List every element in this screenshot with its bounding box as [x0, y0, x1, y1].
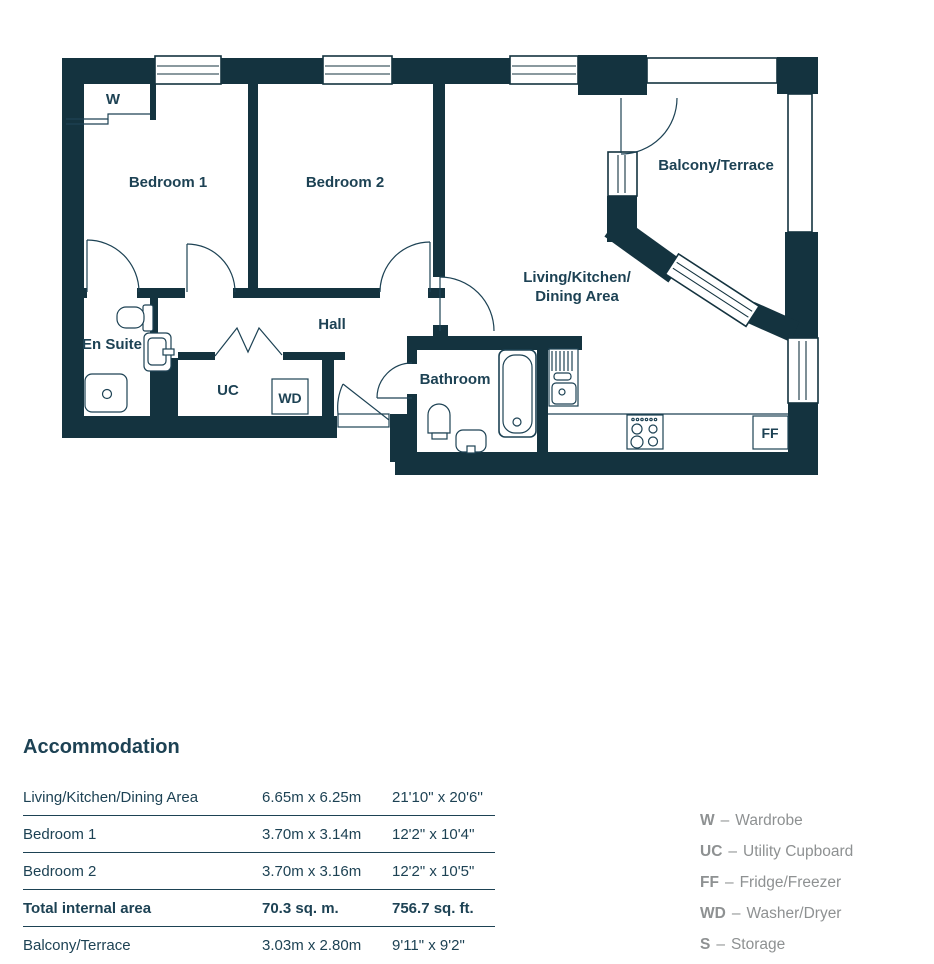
- kitchen-sink-icon: [549, 349, 578, 406]
- door-bedroom2-icon: [380, 242, 430, 292]
- label-utility-cupboard: UC: [217, 382, 239, 399]
- legend-abbr: S: [700, 935, 711, 953]
- abbreviation-legend: [700, 805, 853, 960]
- balcony-door-glazing-icon: [608, 152, 637, 196]
- table-row-total: [23, 890, 495, 927]
- label-washer-dryer: WD: [278, 390, 302, 406]
- legend-abbr: UC: [700, 842, 723, 860]
- hob-icon: [627, 415, 663, 449]
- label-bedroom2: Bedroom 2: [305, 174, 385, 191]
- legend-abbr: FF: [700, 873, 719, 891]
- legend-name: Utility Cupboard: [743, 842, 854, 860]
- legend-item: [700, 929, 853, 960]
- label-living-line1: Living/Kitchen/: [523, 269, 631, 286]
- legend-abbr: W: [700, 811, 715, 829]
- label-balcony: Balcony/Terrace: [658, 157, 774, 174]
- metric-size: 3.03m x 2.80m: [262, 936, 362, 954]
- metric-size: 6.65m x 6.25m: [262, 788, 362, 806]
- door-entrance-icon: [338, 384, 389, 427]
- legend-name: Fridge/Freezer: [739, 873, 842, 891]
- bathroom-toilet-icon: [428, 404, 450, 439]
- metric-size: 70.3 sq. m.: [262, 899, 339, 917]
- accommodation-title: Accommodation: [23, 736, 180, 758]
- room-name: Living/Kitchen/Dining Area: [23, 788, 199, 806]
- window-bedroom1-icon: [155, 56, 221, 84]
- legend-name: Wardrobe: [735, 811, 803, 829]
- legend-dash: –: [731, 904, 741, 922]
- door-bedroom1-icon: [187, 244, 235, 292]
- shower-tray-icon: [85, 374, 127, 412]
- legend-item: [700, 805, 853, 836]
- imperial-size: 21'10" x 20'6'': [392, 788, 484, 806]
- imperial-size: 756.7 sq. ft.: [392, 899, 474, 917]
- door-ensuite-icon: [87, 240, 139, 292]
- legend-item: [700, 836, 853, 867]
- door-bathroom-icon: [377, 363, 412, 398]
- label-ensuite: En Suite: [81, 336, 143, 353]
- door-living-icon: [440, 277, 494, 331]
- imperial-size: 12'2" x 10'5": [392, 862, 475, 880]
- window-bedroom2-icon: [323, 56, 392, 84]
- door-balcony-icon: [621, 98, 677, 154]
- accommodation-table: [23, 736, 495, 963]
- label-living-line2: Dining Area: [535, 288, 619, 305]
- label-hall: Hall: [318, 316, 346, 333]
- door-utility-folding-icon: [215, 328, 282, 356]
- legend-name: Washer/Dryer: [746, 904, 842, 922]
- balcony-railing-right-icon: [788, 94, 812, 232]
- ensuite-toilet-icon: [117, 305, 153, 331]
- window-living-icon: [510, 56, 578, 84]
- metric-size: 3.70m x 3.14m: [262, 825, 362, 843]
- label-bedroom1: Bedroom 1: [128, 174, 208, 191]
- legend-abbr: WD: [700, 904, 726, 922]
- legend-dash: –: [720, 811, 730, 829]
- legend-dash: –: [724, 873, 734, 891]
- imperial-size: 12'2" x 10'4'': [392, 825, 475, 843]
- legend-item: [700, 898, 853, 929]
- table-row: [23, 927, 495, 963]
- label-fridge-freezer: FF: [761, 425, 779, 441]
- label-bathroom: Bathroom: [419, 371, 491, 388]
- ensuite-basin-icon: [144, 333, 174, 371]
- room-name: Total internal area: [23, 899, 152, 917]
- legend-dash: –: [728, 842, 738, 860]
- legend-dash: –: [716, 935, 725, 953]
- table-row: [23, 853, 495, 890]
- legend-name: Storage: [730, 935, 786, 953]
- table-row: [23, 779, 495, 816]
- bathtub-icon: [499, 350, 536, 437]
- room-name: Bedroom 1: [23, 825, 97, 843]
- kitchen-counter: [548, 414, 788, 452]
- metric-size: 3.70m x 3.16m: [262, 862, 362, 880]
- window-kitchen-right-icon: [788, 338, 818, 403]
- window-diagonal-icon: [665, 254, 759, 326]
- legend-item: [700, 867, 853, 898]
- imperial-size: 9'11" x 9'2": [392, 936, 465, 954]
- room-name: Balcony/Terrace: [23, 936, 131, 954]
- balcony-railing-top-icon: [647, 58, 777, 83]
- label-wardrobe: W: [105, 91, 121, 108]
- room-name: Bedroom 2: [23, 862, 97, 880]
- bathroom-basin-icon: [456, 430, 486, 453]
- table-row: [23, 816, 495, 853]
